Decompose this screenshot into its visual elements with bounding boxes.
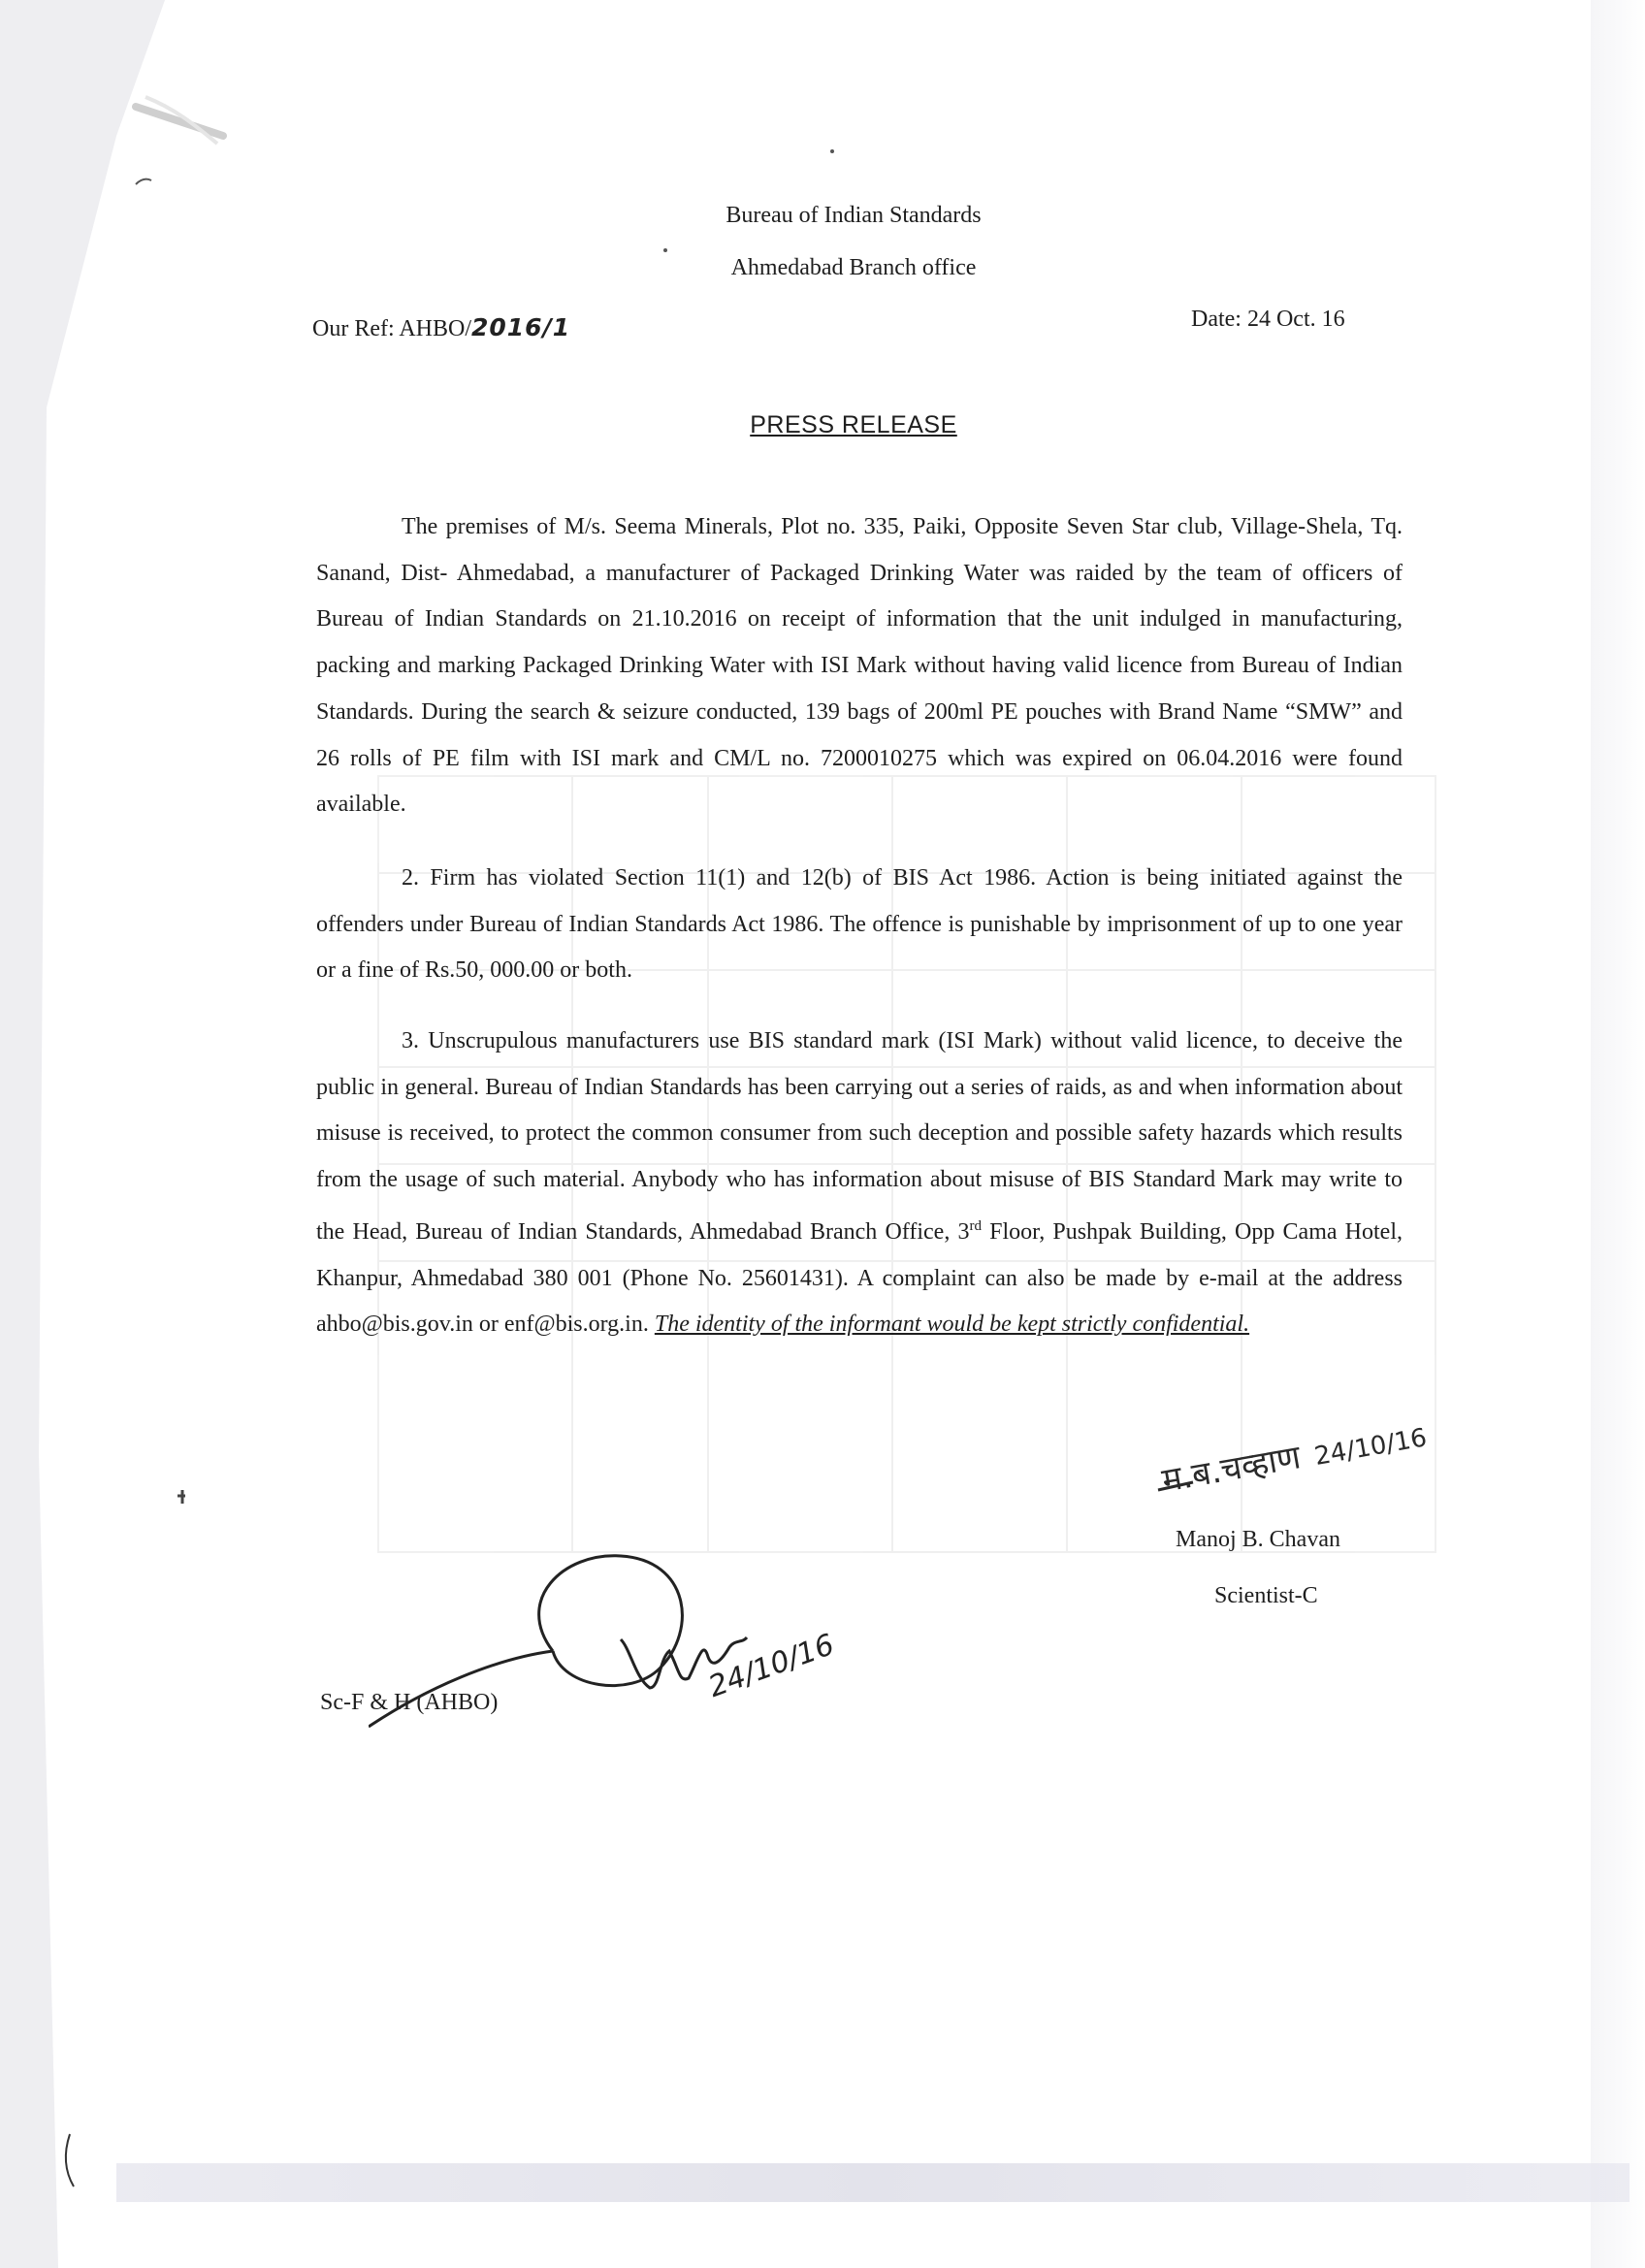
- approver-label: Sc-F & H (AHBO): [320, 1690, 499, 1715]
- paragraph-1: [316, 504, 1403, 828]
- signatory-designation: Scientist-C: [1214, 1583, 1318, 1608]
- org-name: Bureau of Indian Standards: [726, 203, 982, 228]
- release-date: Date: 24 Oct. 16: [1191, 307, 1345, 332]
- paragraph-3-text: 3. Unscrupulous manufacturers use BIS standard mark (ISI Mark) without valid licence, to deceive the public in general. Bureau of Indian Standards has been carrying out a series of raids, as and when information about misuse is received, to protect the common consumer from such deception and possible safety hazards which results from the usage of such material. Anybody who has information about misuse of BIS Standard Mark may write to the Head, Bureau of Indian Standards, Ahmedabad Branch Office, 3: [316, 1028, 1403, 1245]
- confidentiality-note: The identity of the informant would be kept strictly confidential.: [654, 1312, 1250, 1338]
- reference-label: Our Ref: AHBO/: [312, 316, 471, 341]
- reference-line: [312, 313, 570, 342]
- branch-name: Ahmedabad Branch office: [730, 255, 977, 280]
- document-title: PRESS RELEASE: [750, 411, 957, 438]
- reference-handwritten: 2016/1: [471, 313, 571, 341]
- signatory-handwritten-date: 24/10/16: [1311, 1423, 1430, 1473]
- signature-dash: [1154, 1465, 1232, 1504]
- paragraph-2-text: 2. Firm has violated Section 11(1) and 12(b) of BIS Act 1986. Action is being initiated against the offenders under Bureau of Indian Standards Act 1986. The offence is punishable by imprisonment of up to one year or a fine of Rs.50, 000.00 or both.: [316, 865, 1403, 984]
- paragraph-1-text: The premises of M/s. Seema Minerals, Plot no. 335, Paiki, Opposite Seven Star club, Village-Shela, Tq. Sanand, Dist- Ahmedabad, a manufacturer of Packaged Drinking Water was raided by the team of officers of Bureau of Indian Standards on 21.10.2016 on receipt of information that the unit indulged in manufacturing, packing and marking Packaged Drinking Water with ISI Mark without having valid licence from Bureau of Indian Standards. During the search & seizure conducted, 139 bags of 200ml PE pouches with Brand Name “SMW” and 26 rolls of PE film with ISI mark and CM/L no. 7200010275 which was expired on 06.04.2016 were found available.: [316, 514, 1403, 818]
- paragraph-3-contact: Floor, Pushpak Building, Opp Cama Hotel, Khanpur, Ahmedabad 380 001 (Phone No. 25601431). A complaint can also be made by e-mail at the address ahbo@bis.gov.in or enf@bis.org.in.: [316, 1218, 1403, 1338]
- signatory-name: Manoj B. Chavan: [1176, 1527, 1340, 1552]
- paragraph-2: [316, 856, 1403, 994]
- floor-superscript: rd: [969, 1217, 982, 1234]
- approver-handwritten-date: 24/10/16: [704, 1628, 839, 1704]
- signatory-handwritten-name: म.ब.चव्हाण: [1158, 1438, 1304, 1501]
- paragraph-3: [316, 1019, 1403, 1348]
